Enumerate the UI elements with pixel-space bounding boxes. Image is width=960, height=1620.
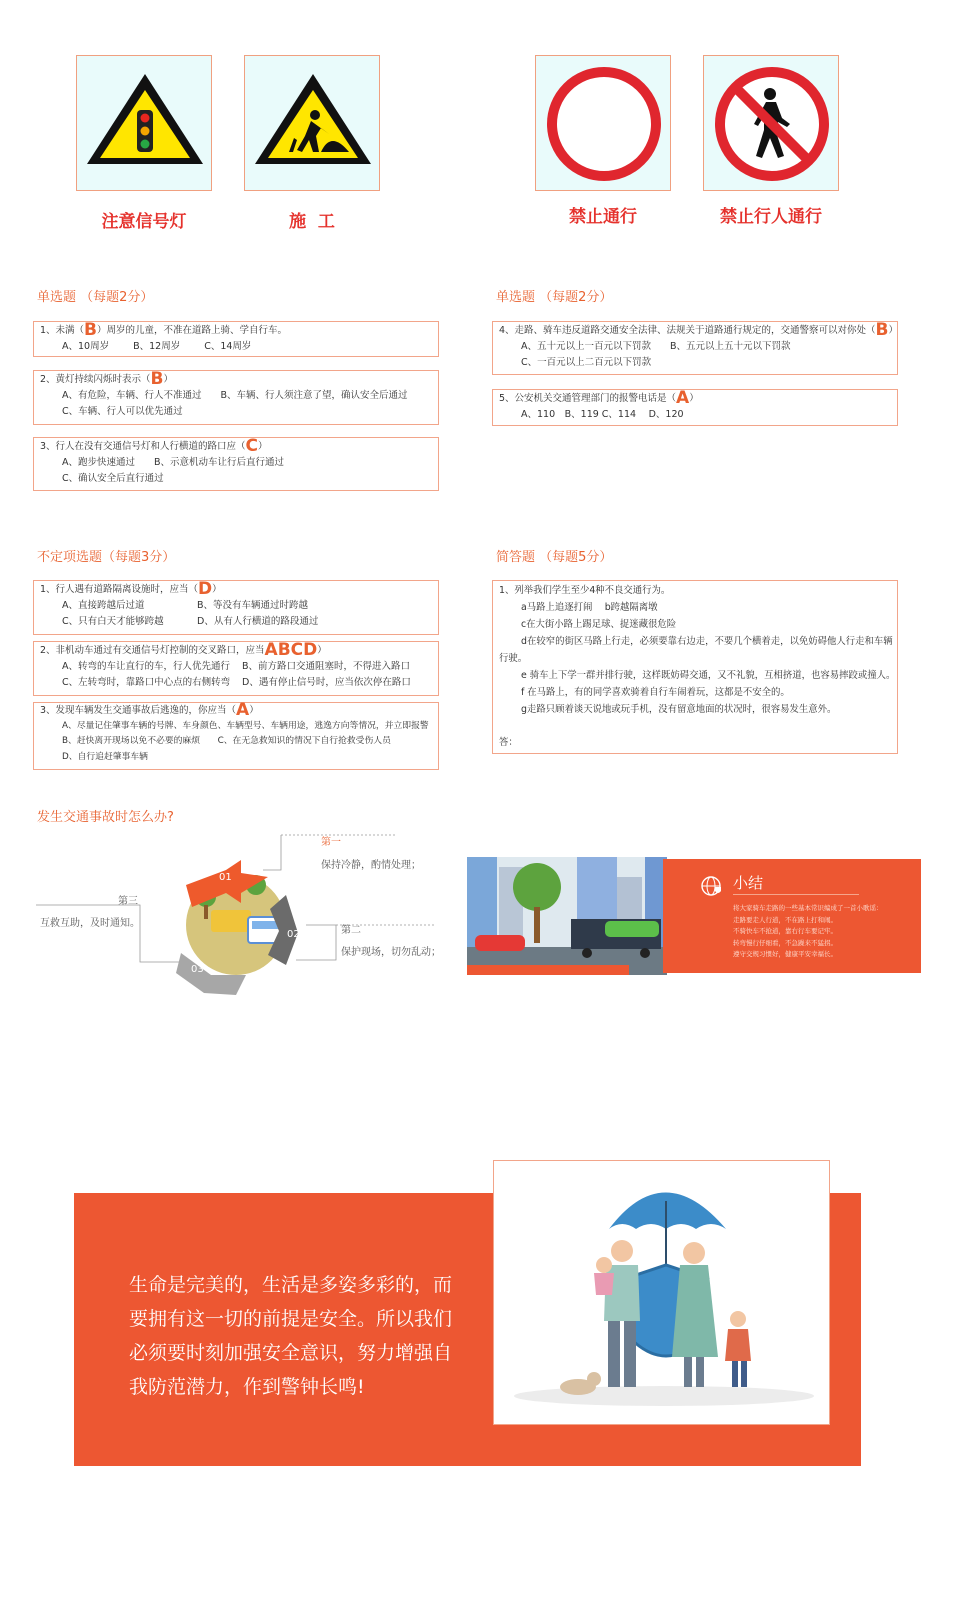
globe-shield-icon xyxy=(701,875,723,897)
sign-label-no-entry: 禁止通行 xyxy=(569,207,637,227)
flow-num-02: 02 xyxy=(287,929,300,940)
flow-step-2-text: 保护现场，切勿乱动； xyxy=(341,947,441,958)
summary-panel xyxy=(663,859,921,973)
multi-question-3: 3、发现车辆发生交通事故后逃逸的，你应当（A） A、尽量记住肇事车辆的号牌、车身颜色、车辆型号、车辆用途，逃逸方向等情况，并立即报警 B、赶快离开现场以免不必要的麻烦 C、在无急救知识的情况下自行抢救受伤人员 D、自行追赶肇事车辆 xyxy=(33,702,439,770)
sign-label-traffic-light: 注意信号灯 xyxy=(101,212,187,232)
flow-step-1-text: 保持冷静，酌情处理； xyxy=(321,860,421,871)
section-title-single-left: 单选题 （每题2分） xyxy=(37,290,154,305)
essay-box: 1、列举我们学生至少4种不良交通行为。 a马路上追逐打闹 b跨越隔离墩 c在大街小路上踢足球、捉迷藏很危险 d在较窄的街区马路上行走，必须要靠右边走，不要几个横着走，以免妨碍他人行走和车辆 行驶。 e 骑车上下学一群并排行驶，这样既妨碍交通，又不礼貌，互相挤道，也容易摔跤或撞人。 f 在马路上，有的同学喜欢骑着自行车闹着玩，这都是不安全的。 g走路只顾着谈天说地或玩手机，没有留意地面的状况时，很容易发生意外。 答： xyxy=(492,580,898,754)
section-title-multi: 不定项选题（每题3分） xyxy=(37,550,176,565)
flow-step-1-label: 第一 xyxy=(321,837,341,848)
answer-4: B xyxy=(875,320,889,340)
multi-answer-2: ABCD xyxy=(264,640,318,660)
answer-2: B xyxy=(150,369,164,389)
multi-answer-3: A xyxy=(236,700,250,720)
question-3: 3、行人在没有交通信号灯和人行横道的路口应（C） A、跑步快速通过 B、示意机动车让行后直行通过 C、确认安全后直行通过 xyxy=(33,437,439,491)
multi-question-2: 2、非机动车通过有交通信号灯控制的交叉路口，应当ABCD） A、转弯的车让直行的车，行人优先通行 B、前方路口交通阻塞时，不得进入路口 C、左转弯时，靠路口中心点的右侧转弯 D、遇有停止信号时，应当依次停在路口 xyxy=(33,641,439,696)
sign-road-works xyxy=(244,55,380,191)
sign-no-pedestrians xyxy=(703,55,839,191)
no-entry-icon xyxy=(540,60,668,188)
section-title-single-right: 单选题 （每题2分） xyxy=(496,290,613,305)
question-5: 5、公安机关交通管理部门的报警电话是（A） A、110 B、119 C、114 D、120 xyxy=(492,389,898,426)
sign-traffic-light xyxy=(76,55,212,191)
flow-step-3-label: 第三 xyxy=(118,896,138,907)
closing-text: 生命是完美的，生活是多姿多彩的，而要拥有这一切的前提是安全。所以我们必须要时刻加强安全意识，努力增强自我防范潜力，作到警钟长鸣! xyxy=(129,1274,453,1398)
accident-title: 发生交通事故时怎么办? xyxy=(37,810,174,825)
question-4: 4、走路、骑车违反道路交通安全法律、法规关于道路通行规定的，交通警察可以对你处（B） A、五十元以上一百元以下罚款 B、五元以上五十元以下罚款 C、一百元以上二百元以下罚款 xyxy=(492,321,898,375)
answer-5: A xyxy=(676,388,690,408)
flow-step-2-label: 第二 xyxy=(341,925,361,936)
multi-question-1: 1、行人遇有道路隔离设施时，应当（D） A、直接跨越后过道 B、等没有车辆通过时跨越 C、只有白天才能够跨越 D、从有人行横道的路段通过 xyxy=(33,580,439,635)
question-2: 2、黄灯持续闪烁时表示（B） A、有危险，车辆、行人不准通过 B、车辆、行人须注意了望，确认安全后通过 C、车辆、行人可以优先通过 xyxy=(33,370,439,425)
summary-title: 小结 xyxy=(733,874,764,892)
no-pedestrians-icon xyxy=(708,60,836,188)
family-umbrella-card xyxy=(493,1160,830,1425)
road-works-warning-icon xyxy=(249,60,377,188)
summary-poem: 将大家骑车走路的一些基本常识编成了一首小歌谣： 走路要走人行道，不在路上打和闹。 不骑快车不抢道，靠右行车要记牢。 转弯慢行仔细看，不急躁来不猛拐。 遵守交规习惯好，健康平安幸福长。 xyxy=(733,904,883,958)
sign-label-road-works: 施 工 xyxy=(289,212,335,232)
flow-step-3-text: 互救互助，及时通知。 xyxy=(40,918,140,929)
section-title-essay: 简答题 （每题5分） xyxy=(496,550,613,565)
summary-divider xyxy=(733,894,859,895)
answer-1: B xyxy=(84,320,98,340)
sign-label-no-pedestrians: 禁止行人通行 xyxy=(720,207,822,227)
answer-3: C xyxy=(245,436,259,456)
flow-num-01: 01 xyxy=(219,872,232,883)
flow-num-03: 03 xyxy=(191,964,204,975)
question-1: 1、未满（B）周岁的儿童，不准在道路上骑、学自行车。 A、10周岁 B、12周岁 C、14周岁 xyxy=(33,321,439,357)
sign-no-entry xyxy=(535,55,671,191)
family-umbrella-illustration xyxy=(494,1161,829,1424)
traffic-light-warning-icon xyxy=(81,60,209,188)
multi-answer-1: D xyxy=(198,579,213,599)
street-scene-illustration xyxy=(467,857,667,975)
